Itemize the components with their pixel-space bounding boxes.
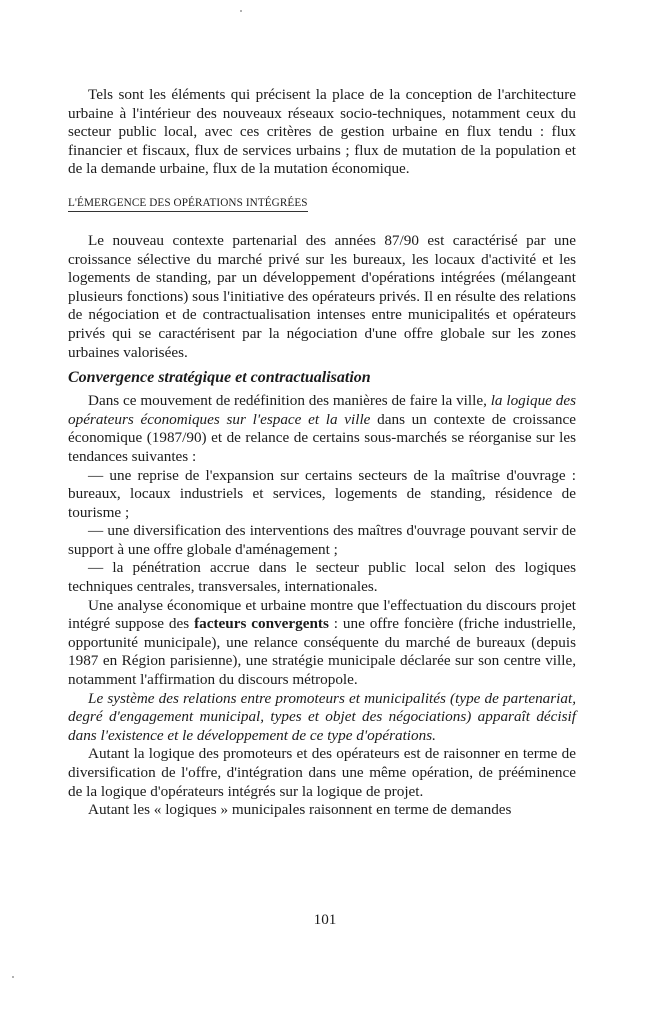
analysis-paragraph: Une analyse économique et urbaine montre que l'effectuation du discours projet intégré suppose des facteurs convergents : une offre foncière (friche industrielle, opportunité municipale), une relance conséquente du marché de bureaux (depuis 1987 en Région parisienne), une stratégie municipale déclarée sur son centre ville, notamment l'affirmation du discours métropole.	[68, 596, 576, 689]
page-number: 101	[313, 911, 337, 928]
scan-speck	[12, 976, 14, 978]
dash-item: — une reprise de l'expansion sur certains secteurs de la maîtrise d'ouvrage : bureaux, locaux industriels et services, logements de standing, résidence de tourisme ;	[68, 466, 576, 521]
emphasis-text: la logique des opérateurs économiques sur l'espace et la ville	[68, 392, 576, 428]
dash-item: — une diversification des interventions des maîtres d'ouvrage pouvant servir de support à une offre globale d'aménagement ;	[68, 522, 576, 558]
subheading: Convergence stratégique et contractualisation	[68, 369, 371, 387]
strategy-paragraph: Dans ce mouvement de redéfinition des manières de faire la ville, la logique des opérateurs économiques sur l'espace et la ville dans un contexte de croissance économique (1987/90) et de relance de certains sous-marchés se réorganise sur les tendances suivantes :	[68, 392, 576, 465]
intro-paragraph: Tels sont les éléments qui précisent la place de la conception de l'architecture urbaine à l'intérieur des nouveaux réseaux socio-techniques, notamment ceux du secteur public local, avec ces critères de gestion urbaine en flux tendu : flux financier et fiscaux, flux de services urbains ; flux de mutation de la population et de la demande urbaine, flux de la mutation économique.	[68, 86, 576, 178]
scan-speck	[240, 10, 242, 12]
municipal-paragraph: Autant les « logiques » municipales raisonnent en terme de demandes	[88, 801, 512, 819]
promoters-paragraph: Autant la logique des promoteurs et des opérateurs est de raisonner en terme de diversification de l'offre, d'intégration dans une même opération, de prééminence de la logique d'opérateurs intégrés sur la logique de projet.	[68, 745, 576, 800]
bold-term: facteurs convergents	[194, 615, 329, 633]
document-body	[68, 86, 576, 820]
context-paragraph: Le nouveau contexte partenarial des années 87/90 est caractérisé par une croissance sélective du marché privé sur les bureaux, les locaux d'activité et les logements de standing, par un développement d'opérations intégrées (mélangeant plusieurs fonctions) sous l'initiative des opérateurs privés. Il en résulte des relations de négociation et de contractualisation intenses entre municipalités et opérateurs privés qui se caractérisent par la négociation d'une offre globale sur les zones urbaines valorisées.	[68, 231, 576, 361]
section-heading: L'ÉMERGENCE DES OPÉRATIONS INTÉGRÉES	[68, 196, 308, 212]
relations-paragraph: Le système des relations entre promoteurs et municipalités (type de partenariat, degré d'engagement municipal, types et objet des négociations) apparaît décisif dans l'existence et le développement de ce type d'opérations.	[68, 689, 576, 744]
dash-item: — la pénétration accrue dans le secteur public local selon des logiques techniques centrales, transversales, internationales.	[68, 559, 576, 596]
